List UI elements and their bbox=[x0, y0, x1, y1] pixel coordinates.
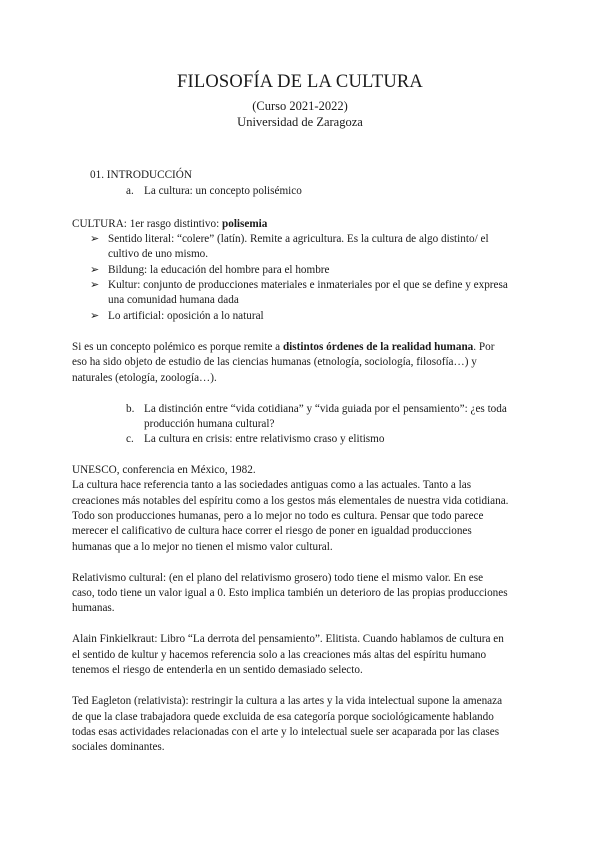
bullet-3-line-2: una comunidad humana dada bbox=[108, 294, 239, 306]
polemic-line-1 bbox=[72, 340, 494, 355]
eagleton-line-3: todas esas actividades relacionadas con el arte y lo intelectual suele ser acaparada por las clases bbox=[72, 726, 500, 738]
arrow-bullet-icon: ➢ bbox=[90, 279, 100, 291]
unesco-line-3: Todo son producciones humanas, pero a lo mejor no todo es cultura. Pensar que todo parece bbox=[72, 510, 484, 522]
item-a-text: La cultura: un concepto polisémico bbox=[144, 185, 302, 197]
cultura-lead-text: CULTURA: 1er rasgo distintivo: bbox=[72, 218, 222, 230]
arrow-bullet-icon: ➢ bbox=[90, 264, 100, 276]
course-year: (Curso 2021-2022) bbox=[252, 99, 348, 113]
university-name: Universidad de Zaragoza bbox=[237, 115, 363, 129]
cultura-lead-bold: polisemia bbox=[222, 218, 268, 230]
polemic-bold: distintos órdenes de la realidad humana bbox=[282, 341, 474, 353]
item-c-text: La cultura en crisis: entre relativismo craso y elitismo bbox=[144, 433, 385, 445]
unesco-line-5: humanas que a lo mejor no tienen el mismo valor cultural. bbox=[72, 541, 333, 553]
item-b-line-2: producción humana cultural? bbox=[144, 418, 275, 430]
arrow-bullet-icon: ➢ bbox=[90, 310, 100, 322]
eagleton-line-2: de que la clase trabajadora quede excluida de esa categoría porque sociológicamente hablando bbox=[72, 711, 494, 723]
cultura-lead bbox=[72, 217, 267, 232]
unesco-line-1: La cultura hace referencia tanto a las sociedades antiguas como a las actuales. Tanto a las bbox=[72, 479, 472, 491]
item-marker-b: b. bbox=[126, 403, 135, 415]
polemic-pre: Si es un concepto polémico es porque remite a bbox=[72, 341, 283, 353]
polemic-line-3: naturales (etología, zoología…). bbox=[72, 372, 217, 384]
bullet-1-line-2: cultivo de uno mismo. bbox=[108, 248, 209, 260]
item-marker-c: c. bbox=[126, 433, 134, 445]
bullet-1-line-1: Sentido literal: “colere” (latín). Remite a agricultura. Es la cultura de algo distinto/ el bbox=[108, 233, 489, 245]
bullet-2: Bildung: la educación del hombre para el hombre bbox=[108, 264, 330, 276]
section-heading: 01. INTRODUCCIÓN bbox=[90, 169, 192, 181]
bullet-3-line-1: Kultur: conjunto de producciones materiales e inmateriales por el que se define y expresa bbox=[108, 279, 508, 291]
eagleton-line-1: Ted Eagleton (relativista): restringir la cultura a las artes y la vida intelectual supone la amenaza bbox=[72, 695, 503, 707]
polemic-line-2: eso ha sido objeto de estudio de las ciencias humanas (etnología, sociología, filosofía…) y bbox=[72, 356, 477, 368]
bullet-4: Lo artificial: oposición a lo natural bbox=[108, 310, 264, 322]
unesco-line-2: creaciones más notables del espíritu como a los gestos más elementales de nuestra vida cotidiana. bbox=[72, 495, 509, 507]
relativismo-line-2: caso, todo tiene un valor igual a 0. Esto implica también un deterioro de las propias producciones bbox=[72, 587, 508, 599]
finkielkraut-line-3: tenemos el riesgo de entenderla en un sentido demasiado selecto. bbox=[72, 664, 363, 676]
eagleton-line-4: sociales dominantes. bbox=[72, 741, 165, 753]
arrow-bullet-icon: ➢ bbox=[90, 233, 100, 245]
document-title: FILOSOFÍA DE LA CULTURA bbox=[177, 72, 423, 92]
item-b-line-1: La distinción entre “vida cotidiana” y “vida guiada por el pensamiento”: ¿es toda bbox=[144, 403, 507, 415]
relativismo-line-3: humanas. bbox=[72, 602, 115, 614]
relativismo-line-1: Relativismo cultural: (en el plano del relativismo grosero) todo tiene el mismo valor. En ese bbox=[72, 572, 484, 584]
polemic-post: . Por bbox=[473, 341, 495, 353]
finkielkraut-line-2: el sentido de kultur y hacemos referencia solo a las creaciones más altas del espíritu humano bbox=[72, 649, 487, 661]
finkielkraut-line-1: Alain Finkielkraut: Libro “La derrota del pensamiento”. Elitista. Cuando hablamos de cultura en bbox=[72, 633, 504, 645]
unesco-line-4: merecer el calificativo de cultura hace correr el riesgo de poner en igualdad producciones bbox=[72, 525, 472, 537]
item-marker-a: a. bbox=[126, 185, 134, 197]
unesco-heading: UNESCO, conferencia en México, 1982. bbox=[72, 464, 256, 476]
